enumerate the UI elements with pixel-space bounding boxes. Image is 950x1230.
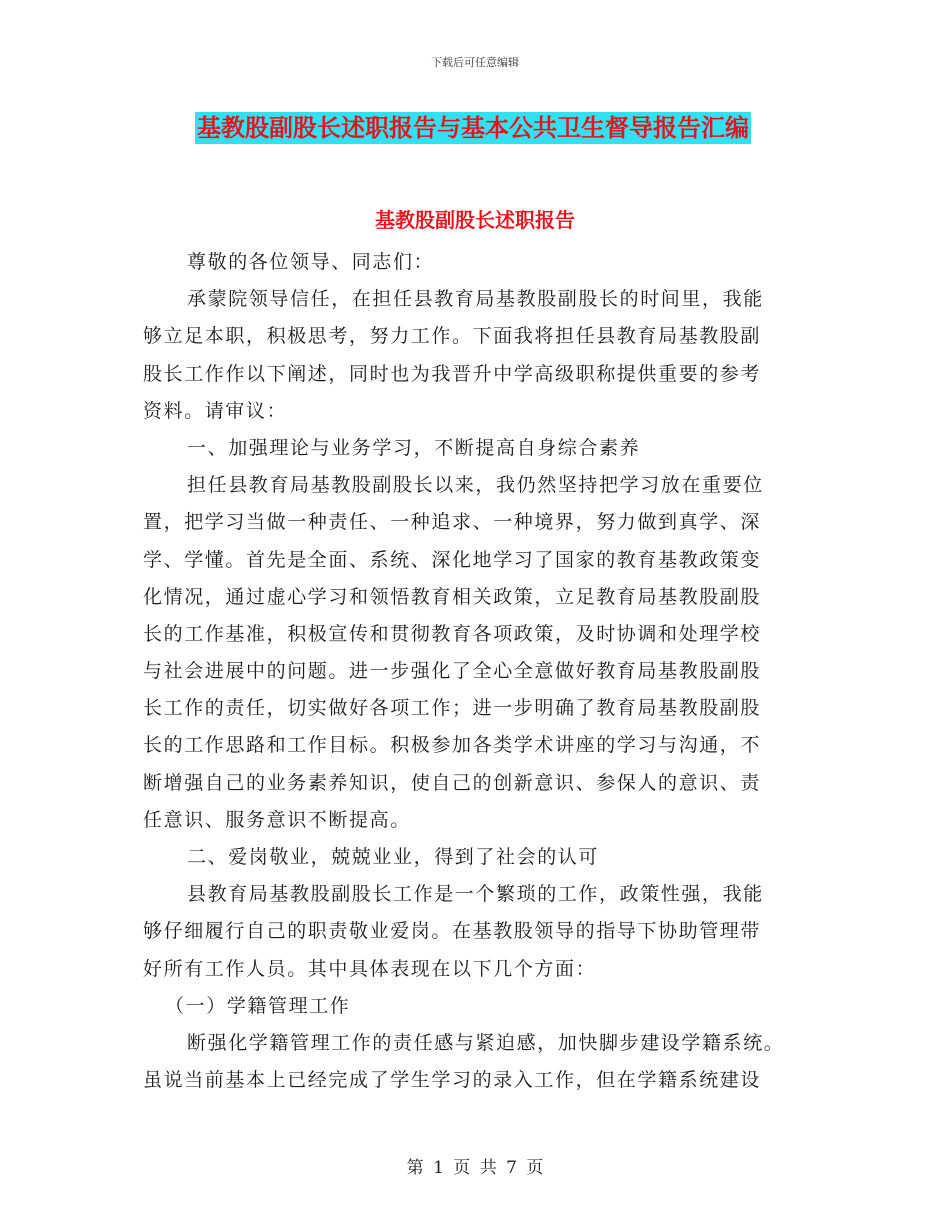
body-line: 长工作的责任，切实做好各项工作；进一步明确了教育局基教股副股 [143,697,762,720]
body-line: 虽说当前基本上已经完成了学生学习的录入工作，但在学籍系统建设 [143,1069,762,1092]
body-line: 资料。请审议： [143,399,288,422]
body-line: 够仔细履行自己的职责敬业爱岗。在基教股领导的指导下协助管理带 [143,920,762,943]
body-line: 化情况，通过虚心学习和领悟教育相关政策，立足教育局基教股副股 [143,585,762,608]
body-line: 断强化学籍管理工作的责任感与紧迫感，加快脚步建设学籍系统。 [187,1031,785,1054]
body-line: 长的工作思路和工作目标。积极参加各类学术讲座的学习与沟通，不 [143,734,762,757]
body-line: 县教育局基教股副股长工作是一个繁琐的工作，政策性强，我能 [187,883,764,906]
page-header-note: 下载后可任意编辑 [431,56,519,69]
body-line: 承蒙院领导信任，在担任县教育局基教股副股长的时间里，我能 [187,288,764,311]
body-line: 二、爱岗敬业，兢兢业业，得到了社会的认可 [187,846,600,868]
page-footer: 第 1 页 共 7 页 [406,1158,544,1178]
body-line: 够立足本职，积极思考，努力工作。下面我将担任县教育局基教股副 [143,325,762,348]
body-line: 尊敬的各位领导、同志们： [187,251,435,273]
body-line: 学、学懂。首先是全面、系统、深化地学习了国家的教育基教政策变 [143,548,762,571]
body-line: 与社会进展中的问题。进一步强化了全心全意做好教育局基教股副股 [143,660,762,683]
body-line: 断增强自己的业务素养知识，使自己的创新意识、参保人的意识、责 [143,771,762,794]
body-line: 任意识、服务意识不断提高。 [143,808,411,831]
body-line: 长的工作基准，积极宣传和贯彻教育各项政策，及时协调和处理学校 [143,622,762,645]
section-title: 基教股副股长述职报告 [375,208,575,232]
body-line: （一）学籍管理工作 [165,994,351,1017]
document-body [143,244,823,1099]
body-line: 股长工作作以下阐述，同时也为我晋升中学高级职称提供重要的参考 [143,362,762,385]
body-line: 担任县教育局基教股副股长以来，我仍然坚持把学习放在重要位 [187,474,764,497]
body-line: 好所有工作人员。其中具体表现在以下几个方面： [143,957,597,980]
document-main-title: 基教股副股长述职报告与基本公共卫生督导报告汇编 [197,114,749,142]
body-line: 一、加强理论与业务学习，不断提高自身综合素养 [187,436,641,459]
body-line: 置，把学习当做一种责任、一种追求、一种境界，努力做到真学、深 [143,511,762,534]
